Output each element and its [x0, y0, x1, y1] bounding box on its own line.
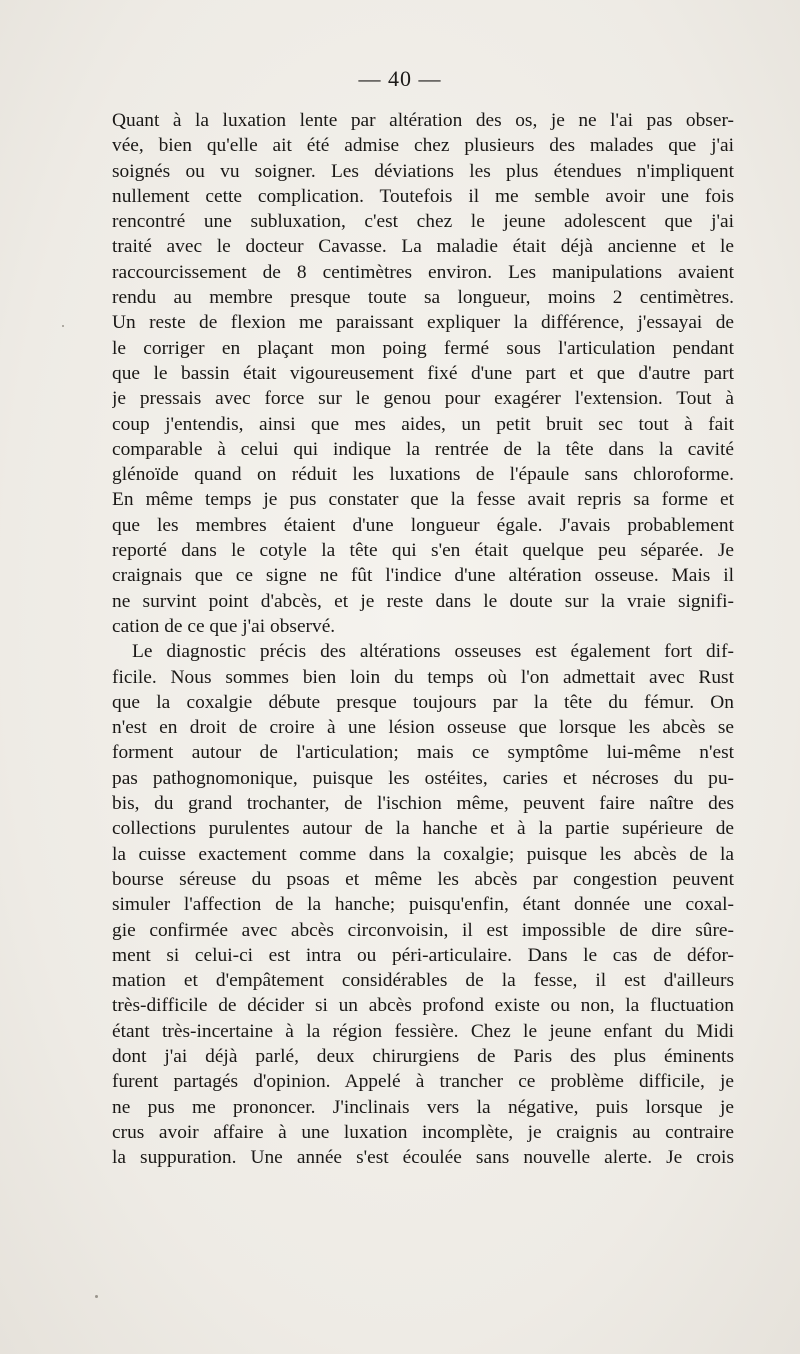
- page-number: — 40 —: [358, 66, 442, 91]
- text-line: ne survint point d'abcès, et je reste dans le doute sur la vraie signifi-: [112, 590, 734, 612]
- text-line: que le bassin était vigoureusement fixé d'une part et que d'autre part: [112, 362, 734, 384]
- text-line: bis, du grand trochanter, de l'ischion même, peuvent faire naître des: [112, 793, 734, 815]
- body-text: [112, 108, 734, 1170]
- text-line: traité avec le docteur Cavasse. La maladie était déjà ancienne et le: [112, 236, 734, 258]
- text-line: rencontré une subluxation, c'est chez le jeune adolescent que j'ai: [112, 211, 734, 233]
- text-line: Quant à la luxation lente par altération des os, je ne l'ai pas obser-: [112, 110, 734, 131]
- text-line: coup j'entendis, ainsi que mes aides, un petit bruit sec tout à fait: [112, 413, 734, 435]
- text-line: comparable à celui qui indique la rentrée de la tête dans la cavité: [112, 438, 734, 460]
- text-line: simuler l'affection de la hanche; puisqu'enfin, étant donnée une coxal-: [112, 894, 734, 916]
- paragraph: [112, 108, 734, 639]
- paragraph: [112, 639, 734, 1170]
- text-line: étant très-incertaine à la région fessière. Chez le jeune enfant du Midi: [112, 1020, 734, 1042]
- text-line: rendu au membre presque toute sa longueur, moins 2 centimètres.: [112, 287, 734, 309]
- text-line: raccourcissement de 8 centimètres environ. Les manipulations avaient: [112, 261, 734, 283]
- text-line: ment si celui-ci est intra ou péri-articulaire. Dans le cas de défor-: [112, 944, 734, 966]
- paper-speck: [95, 1295, 98, 1298]
- text-line: la suppuration. Une année s'est écoulée sans nouvelle alerte. Je crois: [112, 1147, 734, 1169]
- text-line: très-difficile de décider si un abcès profond existe ou non, la fluctuation: [112, 995, 734, 1017]
- text-line: mation et d'empâtement considérables de la fesse, il est d'ailleurs: [112, 970, 734, 992]
- text-line: pas pathognomonique, puisque les ostéites, caries et nécroses du pu-: [112, 767, 734, 789]
- text-line: n'est en droit de croire à une lésion osseuse que lorsque les abcès se: [112, 717, 734, 739]
- text-line: cation de ce que j'ai observé.: [112, 615, 336, 637]
- text-line: collections purulentes autour de la hanche et à la partie supérieure de: [112, 818, 734, 840]
- text-line: reporté dans le cotyle la tête qui s'en était quelque peu séparée. Je: [112, 540, 734, 562]
- text-line: je pressais avec force sur le genou pour exagérer l'extension. Tout à: [112, 388, 734, 410]
- text-line: vée, bien qu'elle ait été admise chez plusieurs des malades que j'ai: [112, 135, 734, 157]
- text-line: nullement cette complication. Toutefois il me semble avoir une fois: [112, 185, 734, 207]
- text-line: glénoïde quand on réduit les luxations de l'épaule sans chloroforme.: [112, 464, 734, 486]
- text-line: En même temps je pus constater que la fesse avait repris sa forme et: [112, 489, 734, 511]
- text-line: que la coxalgie débute presque toujours par la tête du fémur. On: [112, 691, 734, 713]
- text-line: que les membres étaient d'une longueur égale. J'avais probablement: [112, 514, 734, 536]
- text-line: craignais que ce signe ne fût l'indice d'une altération osseuse. Mais il: [112, 565, 734, 587]
- text-line: crus avoir affaire à une luxation incomplète, je craignis au contraire: [112, 1121, 734, 1143]
- text-line: bourse séreuse du psoas et même les abcès par congestion peuvent: [112, 868, 734, 890]
- text-line: dont j'ai déjà parlé, deux chirurgiens de Paris des plus éminents: [112, 1045, 734, 1067]
- text-line: Un reste de flexion me paraissant expliquer la différence, j'essayai de: [112, 312, 734, 334]
- text-line: soignés ou vu soigner. Les déviations les plus étendues n'impliquent: [112, 160, 734, 182]
- text-line: Le diagnostic précis des altérations osseuses est également fort dif-: [132, 641, 734, 663]
- text-line: la cuisse exactement comme dans la coxalgie; puisque les abcès de la: [112, 843, 734, 865]
- text-line: furent partagés d'opinion. Appelé à trancher ce problème difficile, je: [112, 1071, 734, 1093]
- text-line: ne pus me prononcer. J'inclinais vers la négative, puis lorsque je: [112, 1096, 734, 1118]
- text-line: forment autour de l'articulation; mais ce symptôme lui-même n'est: [112, 742, 734, 764]
- text-line: ficile. Nous sommes bien loin du temps où l'on admettait avec Rust: [112, 666, 734, 688]
- text-line: le corriger en plaçant mon poing fermé sous l'articulation pendant: [112, 337, 734, 359]
- paper-speck: [62, 325, 64, 327]
- text-line: gie confirmée avec abcès circonvoisin, il est impossible de dire sûre-: [112, 919, 734, 941]
